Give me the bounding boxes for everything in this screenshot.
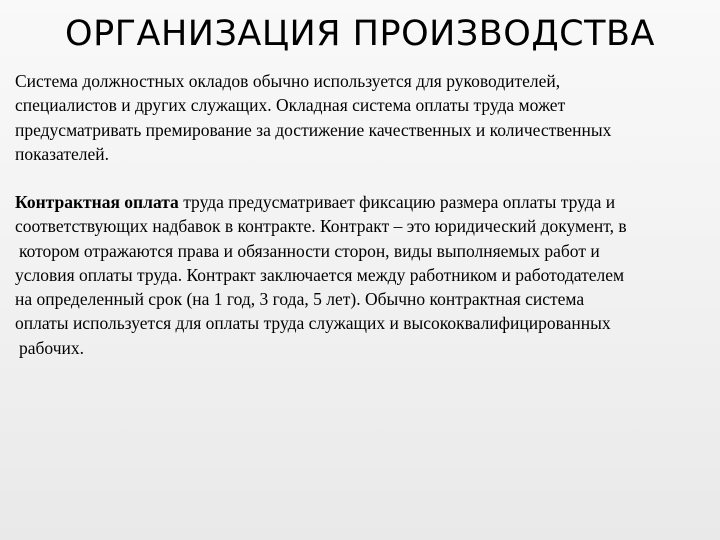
paragraph-line: предусматривать премирование за достижение качественных и количественных (15, 119, 612, 140)
slide-title: ОРГАНИЗАЦИЯ ПРОИЗВОДСТВА (65, 14, 655, 54)
paragraph-line: оплаты используется для оплаты труда служащих и высококвалифицированных (15, 313, 611, 334)
paragraph-line: Система должностных окладов обычно используется для руководителей, (15, 71, 561, 91)
paragraph-contract-payment (15, 190, 715, 360)
paragraph-line: показателей. (15, 143, 110, 164)
paragraph-line (15, 190, 715, 214)
paragraph-line: специалистов и других служащих. Окладная система оплаты труда может (15, 95, 566, 116)
paragraph-line: соответствующих надбавок в контракте. Контракт – это юридический документ, в (15, 216, 627, 237)
paragraph-line: рабочих. (19, 337, 85, 358)
paragraph-line-rest: труда предусматривает фиксацию размера оплаты труда и (178, 192, 616, 212)
paragraph-line: на определенный срок (на 1 год, 3 года, 5 лет). Обычно контрактная система (15, 289, 585, 310)
paragraph-line: условия оплаты труда. Контракт заключается между работником и работодателем (15, 264, 625, 285)
contract-payment-term: Контрактная оплата (15, 192, 179, 212)
paragraph-salary-system (15, 69, 715, 166)
paragraph-line: котором отражаются права и обязанности сторон, виды выполняемых работ и (19, 240, 600, 261)
